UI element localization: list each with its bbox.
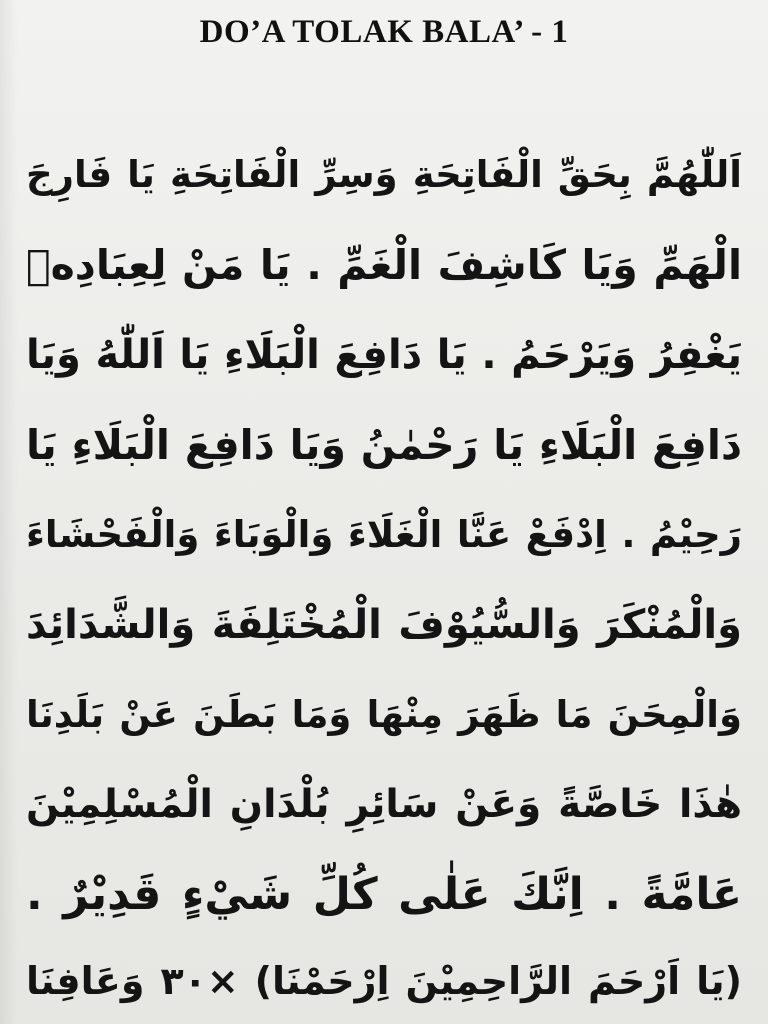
arabic-line-7: وَالْمِحَنَ مَا ظَهَرَ مِنْهَا وَمَا بَطَنَ عَنْ بَلَدِنَا xyxy=(26,693,742,736)
page-title: DO’A TOLAK BALA’ - 1 xyxy=(199,14,569,50)
arabic-line-8: هٰذَا خَاصَّةً وَعَنْ سَائِرِ بُلْدَانِ الْمُسْلِمِيْنَ xyxy=(26,782,742,827)
arabic-line-1: اَللّٰهُمَّ بِحَقِّ الْفَاتِحَةِ وَسِرِّ الْفَاتِحَةِ يَا فَارِجَ xyxy=(26,153,742,196)
arabic-line-4: دَافِعَ الْبَلَاءِ يَا رَحْمٰنُ وَيَا دَافِعَ الْبَلَاءِ يَا xyxy=(26,421,742,469)
arabic-line-5: رَحِيْمُ . اِدْفَعْ عَنَّا الْغَلَاءَ وَالْوَبَاءَ وَالْفَحْشَاءَ xyxy=(26,513,742,556)
arabic-line-10: (يَا اَرْحَمَ الرَّاحِمِيْنَ اِرْحَمْنَا) ×٣٠ وَعَافِنَا xyxy=(26,959,742,1003)
arabic-line-2: الْهَمِّ وَيَا كَاشِفَ الْغَمِّ . يَا مَنْ لِعِبَادِهٖ xyxy=(26,241,742,289)
arabic-line-9: عَامَّةً . اِنَّكَ عَلٰى كُلِّ شَيْءٍ قَدِيْرٌ . xyxy=(26,869,742,920)
page-edge-shadow xyxy=(0,0,18,1024)
arabic-line-6: وَالْمُنْكَرَ وَالسُّيُوْفَ الْمُخْتَلِفَةَ وَالشَّدَائِدَ xyxy=(26,602,742,648)
arabic-line-3: يَغْفِرُ وَيَرْحَمُ . يَا دَافِعَ الْبَلَاءِ يَا اَللّٰهُ وَيَا xyxy=(26,332,742,378)
